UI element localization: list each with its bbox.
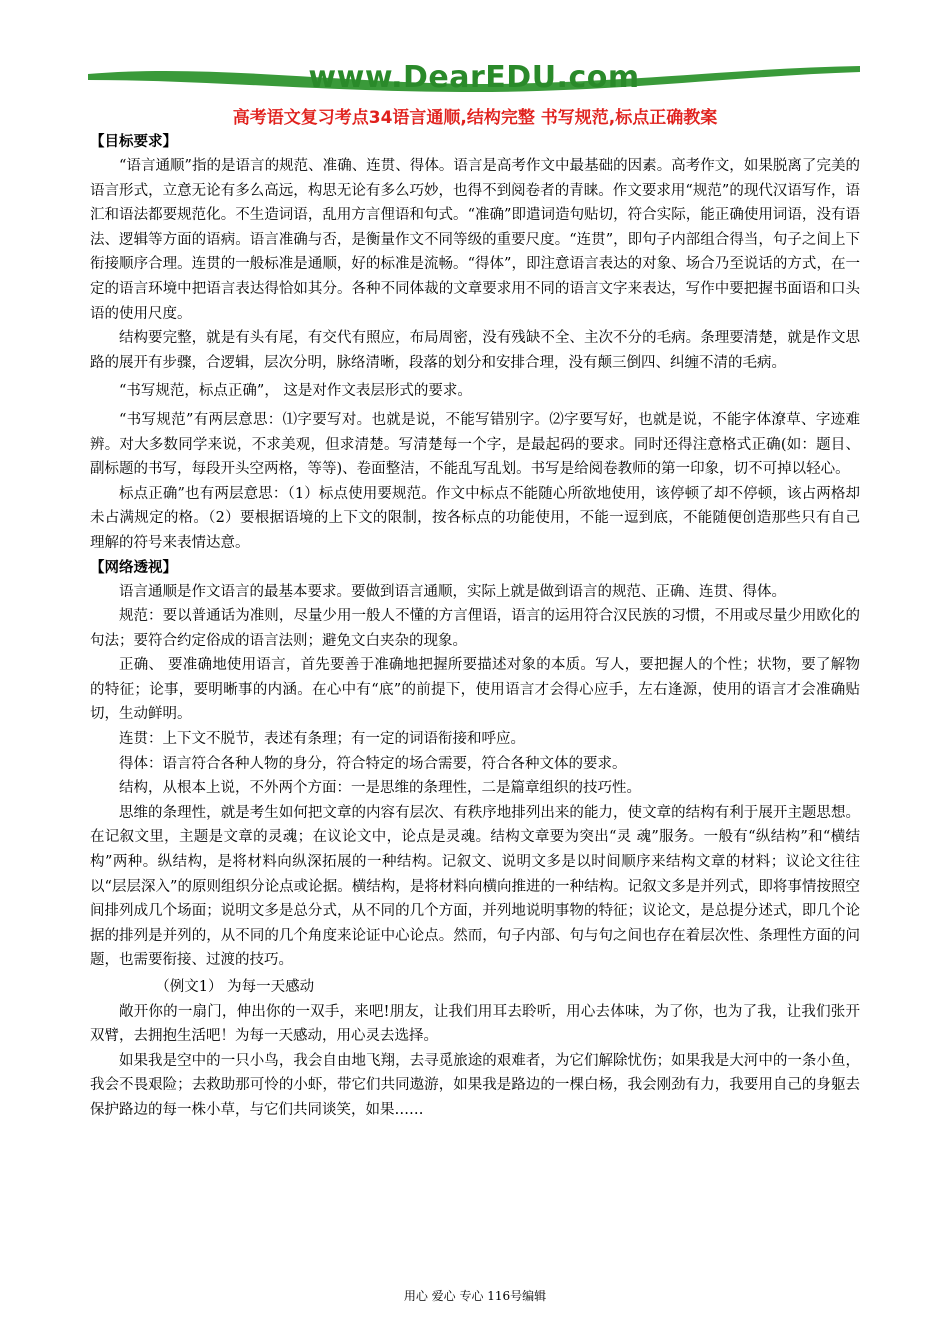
- paragraph: 如果我是空中的一只小鸟，我会自由地飞翔，去寻觅旅途的艰难者，为它们解除忧伤；如果我是大河中的一条小鱼，我会不畏艰险；去救助那可怜的小虾，带它们共同遨游，如果我是路边的一棵白杨，我会刚劲有力，我要用自己的身躯去保护路边的每一株小草，与它们共同谈笑，如果……: [90, 1052, 860, 1118]
- paragraph: 规范：要以普通话为准则，尽量少用一般人不懂的方言俚语，语言的运用符合汉民族的习惯，不用或尽量少用欧化的句法；要符合约定俗成的语言法则；避免文白夹杂的现象。: [90, 608, 860, 649]
- sample-essay-label: （例文1） 为每一天感动: [155, 979, 315, 995]
- paragraph: 结构要完整，就是有头有尾，有交代有照应，布局周密，没有残缺不全、主次不分的毛病。条理要清楚，就是作文思路的展开有步骤，合逻辑，层次分明，脉络清晰，段落的划分和安排合理，没有颠三倒四、纠缠不清的毛病。: [90, 330, 860, 371]
- paragraph: 语言通顺是作文语言的最基本要求。要做到语言通顺，实际上就是做到语言的规范、正确、连贯、得体。: [119, 583, 786, 600]
- document-body: [90, 130, 860, 1123]
- site-banner: [88, 58, 860, 98]
- paragraph: 正确、 要准确地使用语言，首先要善于准确地把握所要描述对象的本质。写人，要把握人的个性；状物，要了解物的特征；论事，要明晰事的内涵。在心中有“底”的前提下，使用语言才会得心应手，左右逢源，使用的语言才会准确贴切，生动鲜明。: [90, 657, 860, 723]
- paragraph: “书写规范，标点正确”， 这是对作文表层形式的要求。: [119, 383, 472, 400]
- section-heading-network: 【网络透视】: [90, 559, 177, 576]
- paragraph: 标点正确”也有两层意思：（1）标点使用要规范。作文中标点不能随心所欲地使用，该停顿了却不停顿，该占两格却未占满规定的格。（2）要根据语境的上下文的限制，按各标点的功能使用，不能一逗到底，不能随便创造那些只有自己理解的符号来表情达意。: [90, 485, 860, 551]
- document-title: 高考语文复习考点34语言通顺,结构完整 书写规范,标点正确教案: [232, 108, 718, 128]
- paragraph: 敞开你的一扇门，伸出你的一双手，来吧!朋友，让我们用耳去聆听，用心去体味，为了你，也为了我，让我们张开双臂，去拥抱生活吧！为每一天感动，用心灵去选择。: [90, 1003, 860, 1045]
- paragraph: “语言通顺”指的是语言的规范、准确、连贯、得体。语言是高考作文中最基础的因素。高考作文，如果脱离了完美的语言形式，立意无论有多么高远，构思无论有多么巧妙，也得不到阅卷者的青睐。作文要求用“规范”的现代汉语写作，语汇和语法都要规范化。不生造词语，乱用方言俚语和句式。“准确”即遣词造句贴切，符合实际，能正确使用词语，没有语法、逻辑等方面的语病。语言准确与否，是衡量作文不同等级的重要尺度。“连贯”，即句子内部组合得当，句子之间上下衔接顺序合理。连贯的一般标准是通顺，好的标准是流畅。“得体”，即注意语言表达的对象、场合乃至说话的方式，在一定的语言环境中把语言表达得恰如其分。各种不同体裁的文章要求用不同的语言文字来表达，写作中要把握书面语和口头语的使用尺度。: [90, 158, 860, 322]
- brand-logo-text[interactable]: www.DearEDU.com: [308, 60, 640, 95]
- paragraph: 结构，从根本上说，不外两个方面：一是思维的条理性，二是篇章组织的技巧性。: [119, 780, 641, 797]
- section-heading-goals: 【目标要求】: [90, 134, 177, 150]
- page-footer: 用心 爱心 专心 116号编辑: [403, 1289, 547, 1303]
- paragraph: 连贯：上下文不脱节，表述有条理；有一定的词语衔接和呼应。: [119, 731, 525, 748]
- paragraph: 思维的条理性，就是考生如何把文章的内容有层次、有秩序地排列出来的能力，使文章的结构有利于展开主题思想。在记叙文里，主题是文章的灵魂；在议论文中，论点是灵魂。结构文章要为突出“灵 魂”服务。一般有“纵结构”和“横结构”两种。纵结构，是将材料向纵深拓展的一种结构。记叙文、说明文多是以时间顺序来结构文章的材料；议论文往往以“层层深入”的原则组织分论点或论据。横结构，是将材料向横向推进的一种结构。记叙文多是并列式，即将事情按照空间排列成几个场面；说明文多是总分式，从不同的几个方面，并列地说明事物的特征；议论文，是总提分述式，即几个论据的排列是并列的，从不同的几个角度来论证中心论点。然而，句子内部、句与句之间也存在着层次性、条理性方面的问题，也需要衔接、过渡的技巧。: [90, 804, 860, 969]
- paragraph: 得体：语言符合各种人物的身分，符合特定的场合需要，符合各种文体的要求。: [119, 755, 627, 772]
- paragraph: “书写规范”有两层意思：⑴字要写对。也就是说，不能写错别字。⑵字要写好，也就是说，不能字体潦草、字迹难辨。对大多数同学来说，不求美观，但求清楚。写清楚每一个字，是最起码的要求。同时还得注意格式正确(如：题目、副标题的书写，每段开头空两格，等等)、卷面整洁，不能乱写乱划。书写是给阅卷教师的第一印象，切不可掉以轻心。: [90, 411, 860, 478]
